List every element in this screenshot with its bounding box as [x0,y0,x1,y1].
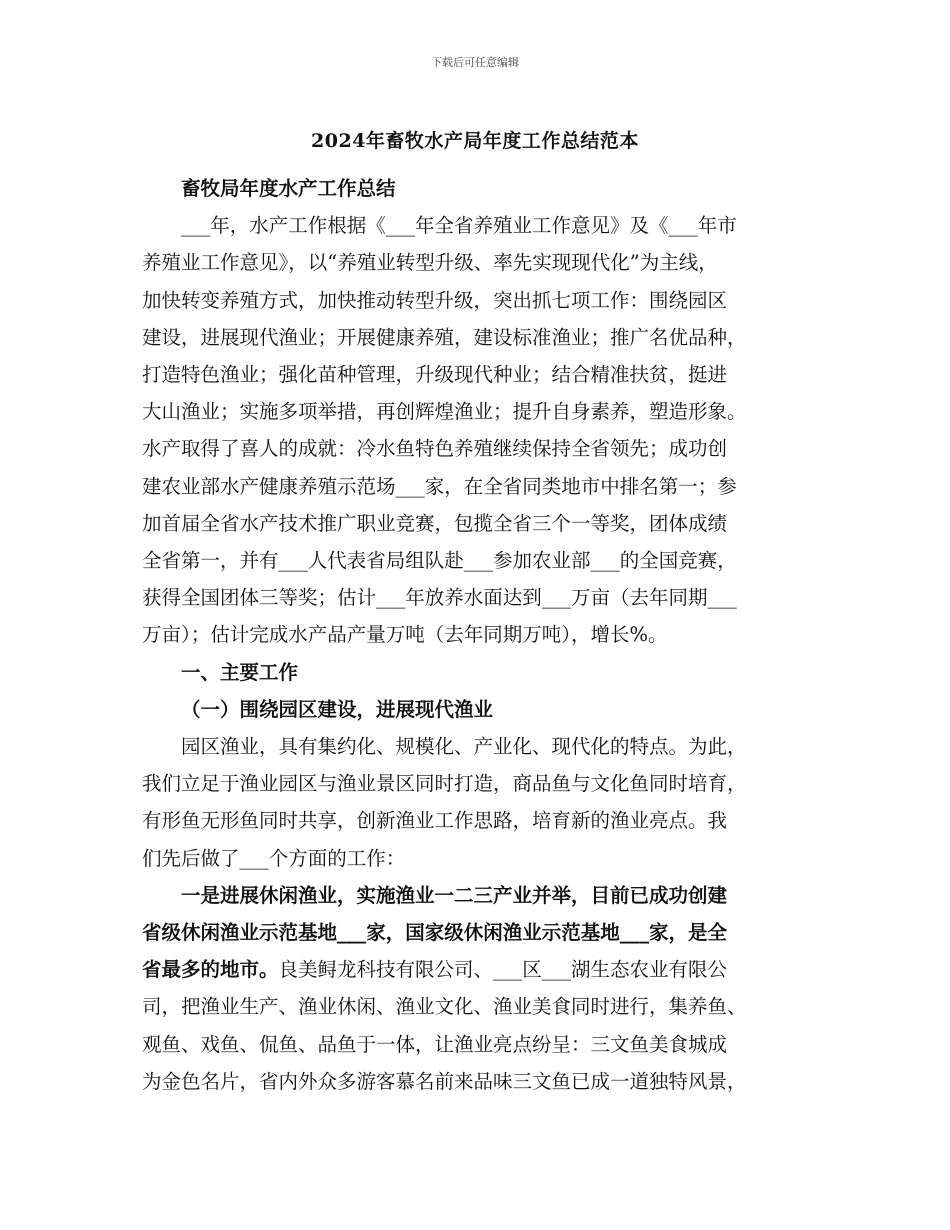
text-line: 们先后做了___个方面的工作： [142,846,406,870]
text-line: 加快转变养殖方式，加快推动转型升级，突出抓七项工作：围绕园区 [142,288,728,312]
text-line: 养殖业工作意见》，以“养殖业转型升级、率先实现现代化”为主线， [142,251,718,275]
text-line: 有形鱼无形鱼同时共享，创新渔业工作思路，培育新的渔业亮点。我 [142,809,728,833]
document-body [142,170,818,1100]
document-title: 2024年畜牧水产局年度工作总结范本 [311,130,639,152]
header-note: 下载后可任意编辑 [431,56,519,69]
section-heading: 一、主要工作 [181,660,299,684]
subtitle: 畜牧局年度水产工作总结 [181,177,396,200]
subsection-heading: （一）围绕园区建设，进展现代渔业 [181,697,494,721]
paragraph-1 [142,207,818,653]
text-line: 司，把渔业生产、渔业休闲、渔业文化、渔业美食同时进行，集养鱼、 [142,995,747,1019]
text-line: ___年，水产工作根据《___年全省养殖业工作意见》及《___年市 [181,214,737,238]
mixed-text-line [142,951,818,988]
text-line: 打造特色渔业；强化苗种管理，升级现代种业；结合精准扶贫，挺进 [142,363,728,387]
text-line: 全省第一，并有___人代表省局组队赴___参加农业部___的全国竞赛， [142,549,737,573]
text-line: 大山渔业；实施多项举措，再创辉煌渔业；提升自身素养，塑造形象。 [142,400,747,424]
text-line: 加首届全省水产技术推广职业竞赛，包揽全省三个一等奖，团体成绩 [142,511,728,535]
text-line: 建农业部水产健康养殖示范场___家，在全省同类地市中排名第一；参 [142,474,737,498]
text-line: 获得全国团体三等奖；估计___年放养水面达到___万亩（去年同期___ [142,586,737,610]
bold-text-line: 一是进展休闲渔业，实施渔业一二三产业并举，目前已成功创建 [181,883,728,907]
text-line: 建设，进展现代渔业；开展健康养殖，建设标准渔业；推广名优品种， [142,325,747,349]
text-line: 观鱼、戏鱼、侃鱼、品鱼于一体，让渔业亮点纷呈：三文鱼美食城成 [142,1032,728,1056]
text-line: 我们立足于渔业园区与渔业景区同时打造，商品鱼与文化鱼同时培育， [142,772,747,796]
text-line: 为金色名片，省内外众多游客慕名前来品味三文鱼已成一道独特风景， [142,1069,747,1093]
paragraph-2 [142,728,818,877]
bold-text-line: 省级休闲渔业示范基地___家，国家级休闲渔业示范基地___家，是全 [142,921,728,945]
text-line: 水产取得了喜人的成就：冷水鱼特色养殖继续保持全省领先；成功创 [142,437,728,461]
paragraph-3 [142,877,818,1100]
bold-text-fragment: 省最多的地市。 [142,958,279,982]
text-line: 万亩）；估计完成水产品产量万吨（去年同期万吨），增长%。 [142,623,668,647]
text-fragment: 良美鲟龙科技有限公司、___区___湖生态农业有限公 [278,958,728,982]
text-line: 园区渔业，具有集约化、规模化、产业化、现代化的特点。为此， [181,735,747,759]
